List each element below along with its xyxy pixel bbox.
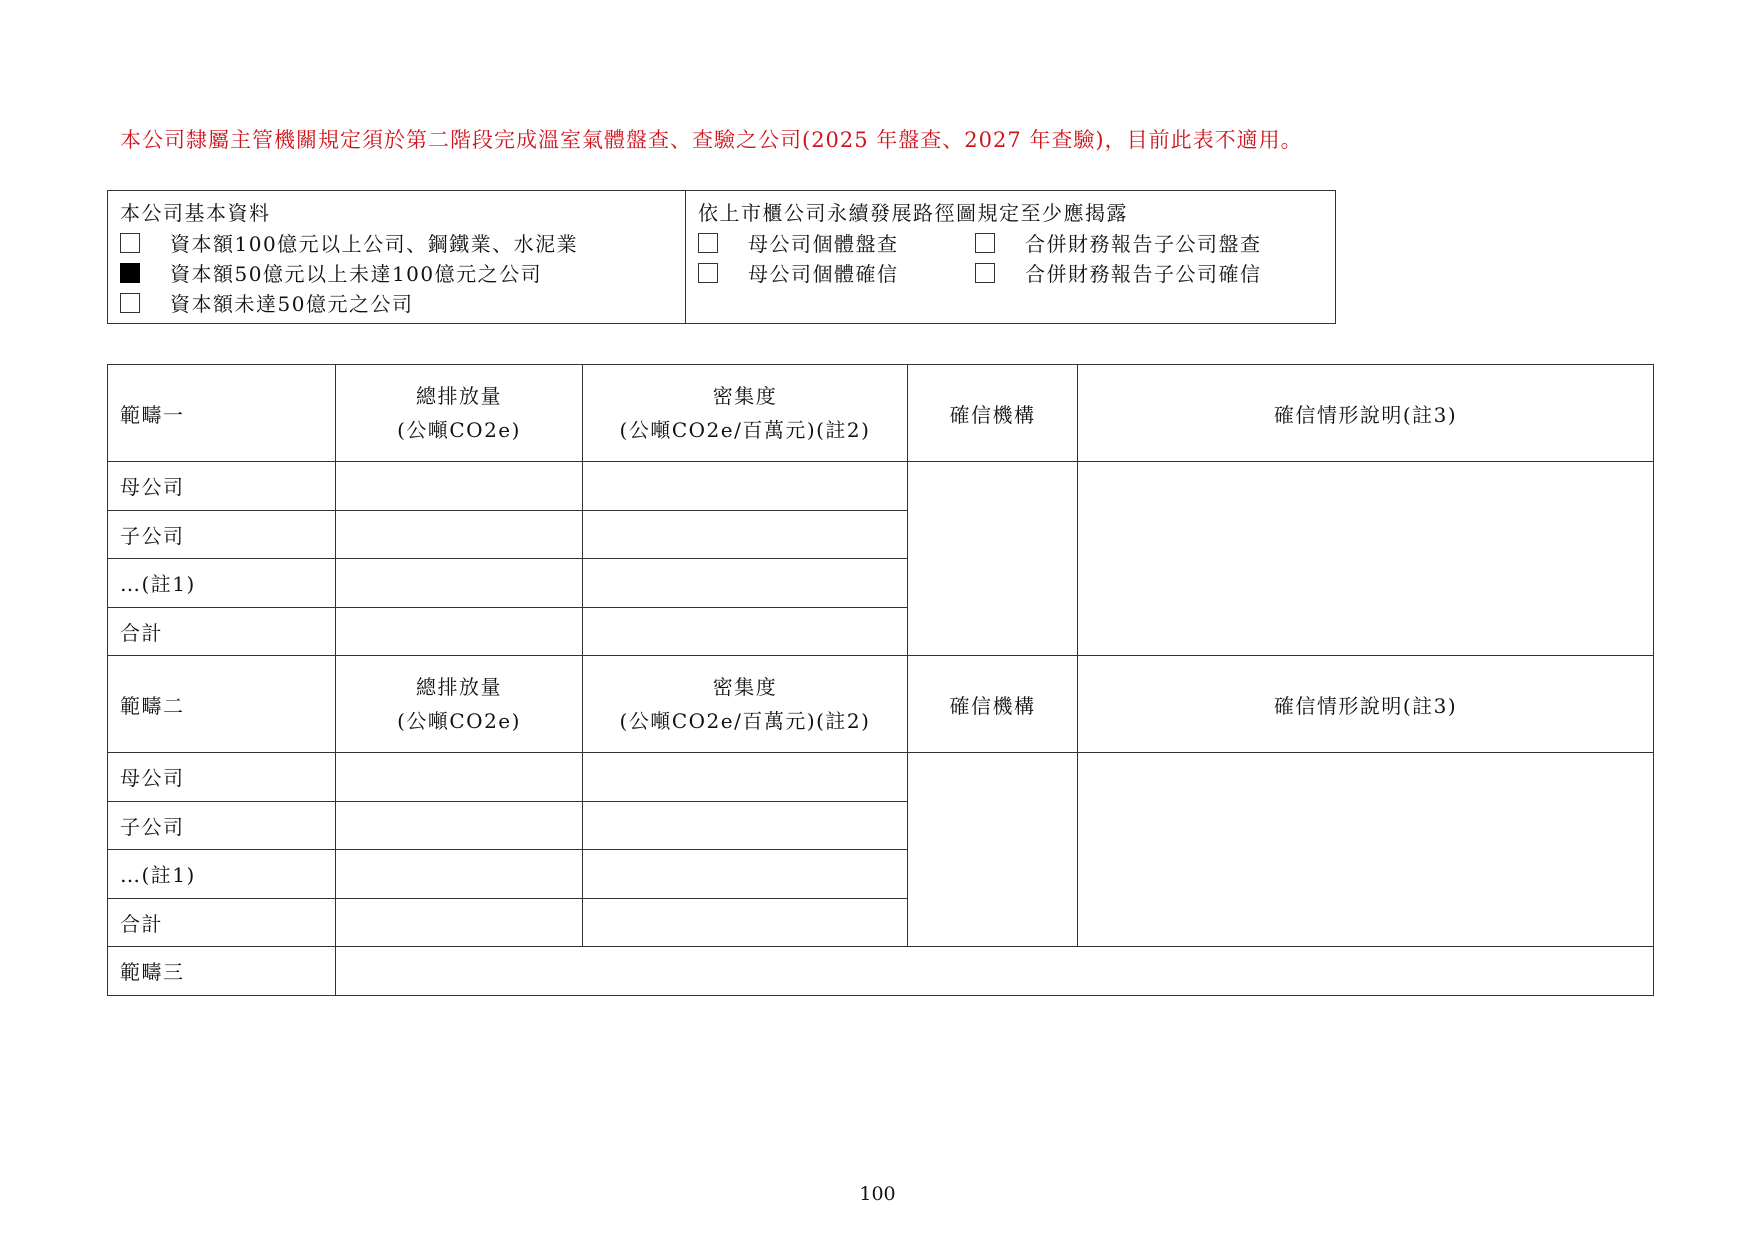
checkbox-unchecked-icon[interactable] [120, 233, 140, 253]
page-number: 100 [859, 1183, 896, 1205]
disclosure-option-label: 母公司個體盤查 [748, 232, 899, 256]
intensity-cell[interactable] [583, 753, 908, 802]
total-emissions-cell[interactable] [336, 510, 583, 559]
assurance-org-cell[interactable] [908, 753, 1078, 947]
capital-option-label: 資本額100億元以上公司、鋼鐵業、水泥業 [170, 232, 579, 256]
capital-option-label: 資本額50億元以上未達100億元之公司 [170, 262, 543, 286]
row-label: 母公司 [108, 753, 336, 802]
disclosure-option-label: 母公司個體確信 [748, 262, 899, 286]
intensity-cell[interactable] [583, 850, 908, 899]
checkbox-unchecked-icon[interactable] [120, 293, 140, 313]
total-emissions-cell[interactable] [336, 898, 583, 947]
row-label: 母公司 [108, 462, 336, 511]
assurance-desc-header: 確信情形說明(註3) [1078, 656, 1654, 753]
row-label: 合計 [108, 898, 336, 947]
total-emissions-cell[interactable] [336, 462, 583, 511]
checkbox-unchecked-icon[interactable] [975, 233, 995, 253]
disclosure-option-subsidiary-inventory[interactable] [975, 228, 1262, 257]
assurance-org-header: 確信機構 [908, 365, 1078, 462]
scope1-header-row [108, 365, 1654, 462]
disclosure-option-parent-assurance[interactable] [698, 258, 899, 287]
assurance-org-cell[interactable] [908, 462, 1078, 656]
intensity-header: 密集度 (公噸CO2e/百萬元)(註2) [583, 656, 908, 753]
total-emissions-header: 總排放量 (公噸CO2e) [336, 365, 583, 462]
assurance-desc-cell[interactable] [1078, 753, 1654, 947]
row-label: 合計 [108, 607, 336, 656]
intensity-cell[interactable] [583, 898, 908, 947]
company-info-box [107, 190, 1336, 324]
assurance-desc-header: 確信情形說明(註3) [1078, 365, 1654, 462]
disclosure-option-label: 合併財務報告子公司盤查 [1025, 232, 1262, 256]
scope1-label: 範疇一 [108, 365, 336, 462]
disclosure-title: 依上市櫃公司永續發展路徑圖規定至少應揭露 [698, 201, 1128, 225]
intensity-header: 密集度 (公噸CO2e/百萬元)(註2) [583, 365, 908, 462]
capital-option-1[interactable] [120, 228, 578, 257]
scope3-value-cell[interactable] [336, 947, 1654, 996]
total-emissions-cell[interactable] [336, 850, 583, 899]
disclosure-option-parent-inventory[interactable] [698, 228, 899, 257]
intensity-cell[interactable] [583, 607, 908, 656]
total-emissions-cell[interactable] [336, 559, 583, 608]
table-row [108, 462, 1654, 511]
disclosure-option-subsidiary-assurance[interactable] [975, 258, 1262, 287]
total-emissions-cell[interactable] [336, 607, 583, 656]
disclosure-section [686, 191, 1335, 323]
checkbox-unchecked-icon[interactable] [698, 233, 718, 253]
capital-option-3[interactable] [120, 288, 413, 317]
disclosure-option-label: 合併財務報告子公司確信 [1025, 262, 1262, 286]
intensity-cell[interactable] [583, 510, 908, 559]
scope2-header-row [108, 656, 1654, 753]
total-emissions-cell[interactable] [336, 753, 583, 802]
scope2-label: 範疇二 [108, 656, 336, 753]
row-label: …(註1) [108, 559, 336, 608]
scope3-label: 範疇三 [108, 947, 336, 996]
notice-text: 本公司隸屬主管機關規定須於第二階段完成溫室氣體盤查、查驗之公司(2025 年盤查、2027 年查驗)，目前此表不適用。 [120, 128, 1303, 152]
scope3-row [108, 947, 1654, 996]
capital-option-2[interactable] [120, 258, 542, 287]
assurance-org-header: 確信機構 [908, 656, 1078, 753]
total-emissions-header: 總排放量 (公噸CO2e) [336, 656, 583, 753]
total-emissions-cell[interactable] [336, 801, 583, 850]
checkbox-unchecked-icon[interactable] [698, 263, 718, 283]
checkbox-unchecked-icon[interactable] [975, 263, 995, 283]
intensity-cell[interactable] [583, 801, 908, 850]
assurance-desc-cell[interactable] [1078, 462, 1654, 656]
intensity-cell[interactable] [583, 559, 908, 608]
table-row [108, 753, 1654, 802]
basic-info-section [108, 191, 686, 323]
emissions-table [107, 364, 1654, 996]
capital-option-label: 資本額未達50億元之公司 [170, 292, 414, 316]
intensity-cell[interactable] [583, 462, 908, 511]
row-label: …(註1) [108, 850, 336, 899]
checkbox-checked-icon[interactable] [120, 263, 140, 283]
row-label: 子公司 [108, 510, 336, 559]
row-label: 子公司 [108, 801, 336, 850]
basic-info-title: 本公司基本資料 [120, 201, 271, 225]
